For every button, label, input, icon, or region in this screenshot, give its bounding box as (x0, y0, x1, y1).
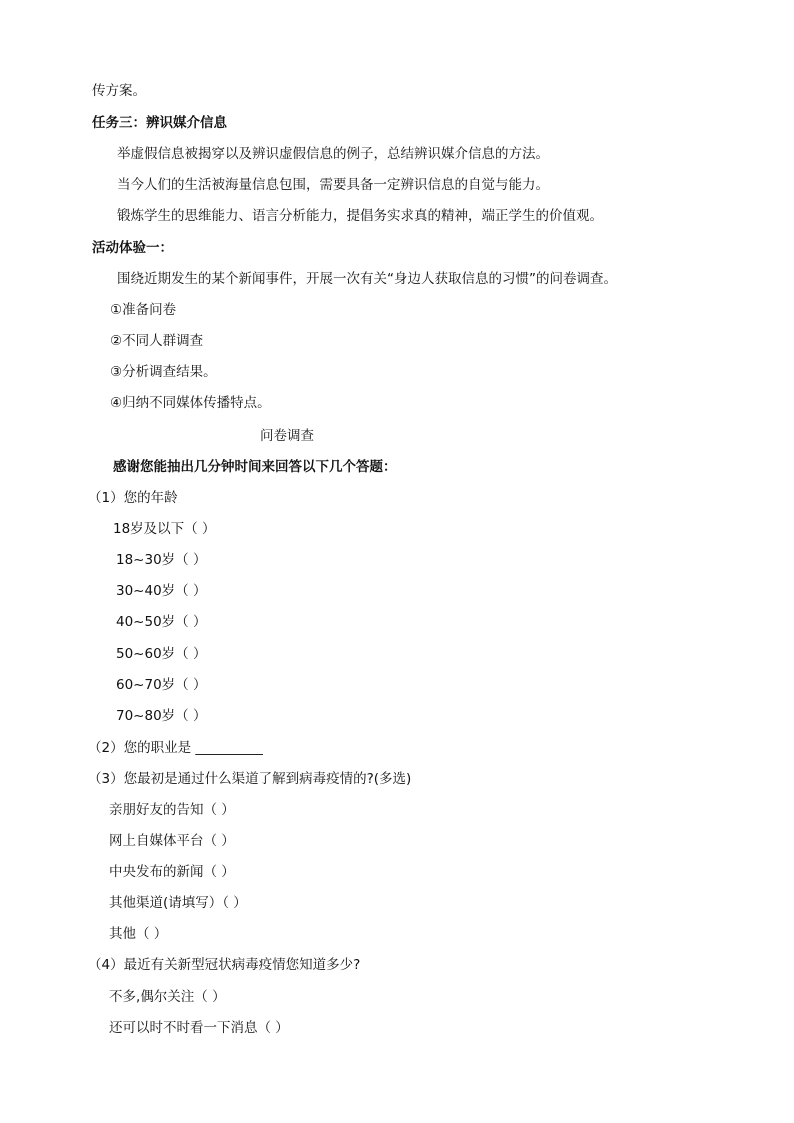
activity-description: 围绕近期发生的某个新闻事件，开展一次有关“身边人获取信息的习惯”的问卷调查。 (117, 271, 617, 287)
activity-step: ②不同人群调查 (110, 333, 204, 349)
q3-option[interactable]: 中央发布的新闻（ ） (109, 864, 235, 880)
q1-option[interactable]: 18岁及以下（ ） (113, 521, 216, 537)
activity-step: ③分析调查结果。 (110, 364, 217, 380)
question-2-label[interactable]: （2）您的职业是 __________ (88, 740, 263, 756)
question-3-label: （3）您最初是通过什么渠道了解到病毒疫情的?(多选) (88, 771, 412, 787)
q4-option[interactable]: 还可以时不时看一下消息（ ） (109, 1020, 289, 1036)
q1-option[interactable]: 40~50岁（ ） (116, 614, 207, 630)
q3-option[interactable]: 其他渠道(请填写）（ ） (109, 895, 247, 911)
activity-step: ④归纳不同媒体传播特点。 (110, 395, 271, 411)
q3-option[interactable]: 网上自媒体平台（ ） (109, 833, 235, 849)
q4-option[interactable]: 不多,偶尔关注（ ） (109, 989, 226, 1005)
intro-tail-text: 传方案。 (92, 83, 146, 99)
q1-option[interactable]: 60~70岁（ ） (116, 677, 207, 693)
q3-option[interactable]: 亲朋好友的告知（ ） (109, 802, 235, 818)
question-4-label: （4）最近有关新型冠状病毒疫情您知道多少? (88, 957, 361, 973)
task3-paragraph: 举虚假信息被揭穿以及辨识虚假信息的例子，总结辨识媒介信息的方法。 (117, 146, 549, 162)
q1-option[interactable]: 50~60岁（ ） (116, 646, 207, 662)
q1-option[interactable]: 70~80岁（ ） (116, 708, 207, 724)
survey-intro: 感谢您能抽出几分钟时间来回答以下几个答题： (113, 459, 397, 475)
survey-title: 问卷调查 (260, 428, 314, 444)
q1-option[interactable]: 30~40岁（ ） (116, 583, 207, 599)
task3-paragraph: 锻炼学生的思维能力、语言分析能力，提倡务实求真的精神，端正学生的价值观。 (117, 208, 603, 224)
task3-paragraph: 当今人们的生活被海量信息包围，需要具备一定辨识信息的自觉与能力。 (117, 177, 549, 193)
question-1-label: （1）您的年龄 (88, 490, 178, 506)
activity-heading: 活动体验一： (92, 240, 173, 256)
task3-heading: 任务三：辨识媒介信息 (92, 115, 227, 131)
activity-step: ①准备问卷 (110, 302, 177, 318)
q3-option[interactable]: 其他（ ） (109, 926, 168, 942)
q1-option[interactable]: 18~30岁（ ） (116, 552, 207, 568)
